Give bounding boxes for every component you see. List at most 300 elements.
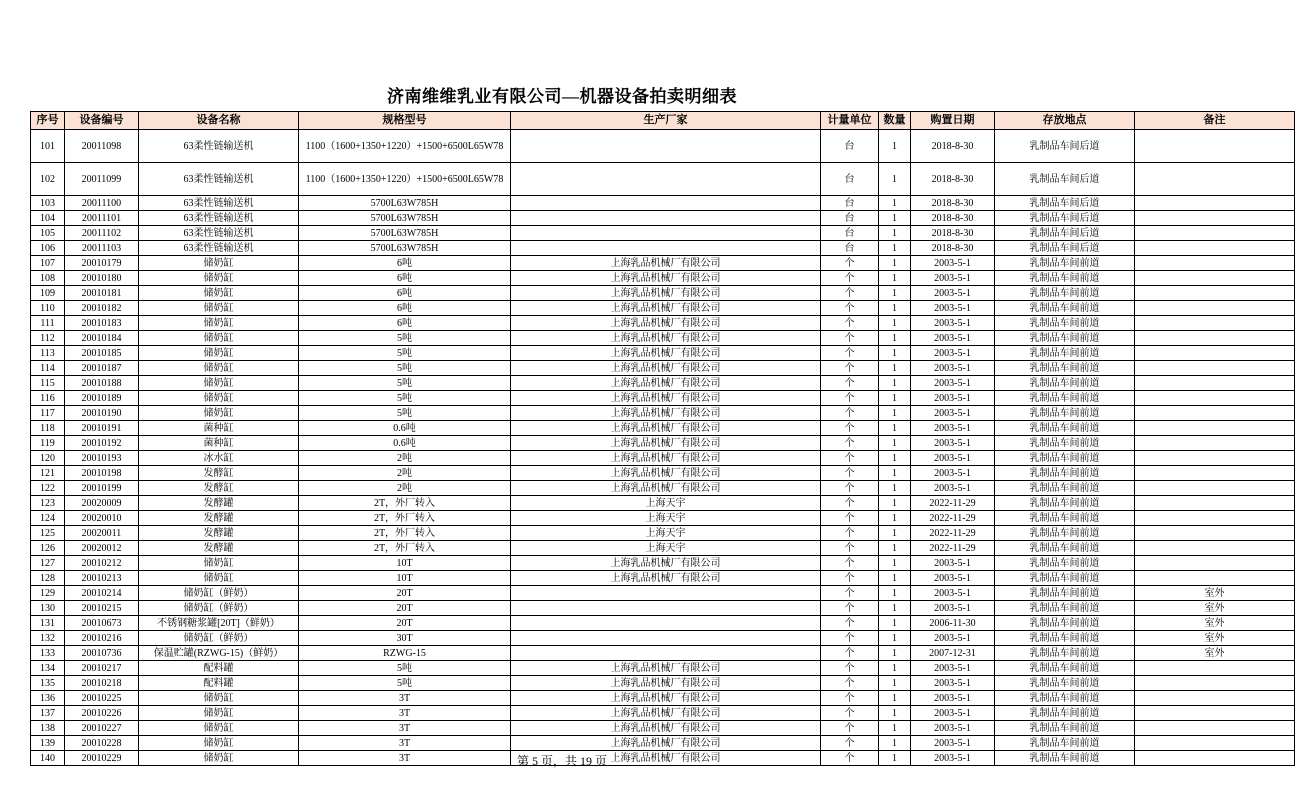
- cell-remark: [1135, 316, 1295, 331]
- cell-seq: 103: [31, 196, 65, 211]
- table-body: [31, 130, 1295, 766]
- cell-spec: 2T，外厂转入: [299, 541, 511, 556]
- cell-code: 20010193: [65, 451, 139, 466]
- cell-purchase-date: 2003-5-1: [911, 721, 995, 736]
- cell-location: 乳制品车间前道: [995, 391, 1135, 406]
- cell-remark: [1135, 196, 1295, 211]
- cell-name: 菌种缸: [139, 421, 299, 436]
- cell-code: 20010228: [65, 736, 139, 751]
- cell-seq: 126: [31, 541, 65, 556]
- cell-unit: 个: [821, 256, 879, 271]
- column-header-purchase-date: 购置日期: [911, 112, 995, 130]
- cell-quantity: 1: [879, 496, 911, 511]
- cell-spec: 2T，外厂转入: [299, 511, 511, 526]
- cell-unit: 个: [821, 391, 879, 406]
- cell-seq: 132: [31, 631, 65, 646]
- cell-purchase-date: 2003-5-1: [911, 571, 995, 586]
- cell-location: 乳制品车间前道: [995, 616, 1135, 631]
- cell-manufacturer: 上海乳品机械厂有限公司: [511, 286, 821, 301]
- column-header-quantity: 数量: [879, 112, 911, 130]
- cell-seq: 130: [31, 601, 65, 616]
- cell-purchase-date: 2003-5-1: [911, 736, 995, 751]
- cell-location: 乳制品车间前道: [995, 286, 1135, 301]
- cell-seq: 140: [31, 751, 65, 766]
- cell-purchase-date: 2018-8-30: [911, 163, 995, 196]
- cell-spec: 5吨: [299, 676, 511, 691]
- cell-code: 20020011: [65, 526, 139, 541]
- cell-seq: 107: [31, 256, 65, 271]
- cell-unit: 个: [821, 646, 879, 661]
- cell-manufacturer: [511, 226, 821, 241]
- table-row: [31, 661, 1295, 676]
- cell-quantity: 1: [879, 391, 911, 406]
- cell-spec: 3T: [299, 751, 511, 766]
- cell-remark: 室外: [1135, 631, 1295, 646]
- cell-location: 乳制品车间前道: [995, 721, 1135, 736]
- cell-seq: 108: [31, 271, 65, 286]
- cell-code: 20020012: [65, 541, 139, 556]
- cell-spec: 20T: [299, 586, 511, 601]
- cell-code: 20010179: [65, 256, 139, 271]
- cell-unit: 个: [821, 376, 879, 391]
- cell-seq: 113: [31, 346, 65, 361]
- cell-quantity: 1: [879, 541, 911, 556]
- cell-name: 储奶缸: [139, 406, 299, 421]
- column-header-remark: 备注: [1135, 112, 1295, 130]
- cell-manufacturer: [511, 211, 821, 226]
- cell-location: 乳制品车间前道: [995, 646, 1135, 661]
- cell-manufacturer: 上海乳品机械厂有限公司: [511, 691, 821, 706]
- cell-name: 储奶缸: [139, 271, 299, 286]
- table-row: [31, 496, 1295, 511]
- cell-name: 储奶缸: [139, 331, 299, 346]
- cell-name: 储奶缸: [139, 571, 299, 586]
- cell-spec: 5吨: [299, 391, 511, 406]
- cell-name: 储奶缸（鲜奶）: [139, 586, 299, 601]
- cell-seq: 105: [31, 226, 65, 241]
- table-header-row: [31, 112, 1295, 130]
- cell-purchase-date: 2003-5-1: [911, 376, 995, 391]
- cell-unit: 个: [821, 271, 879, 286]
- cell-spec: 3T: [299, 706, 511, 721]
- cell-location: 乳制品车间前道: [995, 601, 1135, 616]
- cell-unit: 台: [821, 241, 879, 256]
- cell-seq: 125: [31, 526, 65, 541]
- cell-remark: [1135, 511, 1295, 526]
- cell-remark: [1135, 271, 1295, 286]
- cell-purchase-date: 2022-11-29: [911, 511, 995, 526]
- cell-purchase-date: 2003-5-1: [911, 391, 995, 406]
- cell-manufacturer: 上海乳品机械厂有限公司: [511, 676, 821, 691]
- cell-unit: 个: [821, 481, 879, 496]
- cell-quantity: 1: [879, 163, 911, 196]
- cell-name: 配料罐: [139, 661, 299, 676]
- cell-quantity: 1: [879, 241, 911, 256]
- cell-purchase-date: 2003-5-1: [911, 691, 995, 706]
- cell-manufacturer: 上海乳品机械厂有限公司: [511, 481, 821, 496]
- cell-spec: 5700L63W785H: [299, 241, 511, 256]
- table-row: [31, 271, 1295, 286]
- cell-code: 20010214: [65, 586, 139, 601]
- cell-spec: 20T: [299, 616, 511, 631]
- cell-name: 不锈钢糖浆罐[20T]（鲜奶）: [139, 616, 299, 631]
- cell-location: 乳制品车间前道: [995, 316, 1135, 331]
- cell-purchase-date: 2003-5-1: [911, 631, 995, 646]
- cell-remark: [1135, 706, 1295, 721]
- cell-unit: 个: [821, 346, 879, 361]
- cell-location: 乳制品车间前道: [995, 481, 1135, 496]
- cell-location: 乳制品车间前道: [995, 271, 1135, 286]
- cell-name: 发酵罐: [139, 496, 299, 511]
- cell-remark: [1135, 466, 1295, 481]
- cell-unit: 个: [821, 466, 879, 481]
- cell-quantity: 1: [879, 691, 911, 706]
- cell-quantity: 1: [879, 316, 911, 331]
- cell-location: 乳制品车间前道: [995, 331, 1135, 346]
- cell-manufacturer: [511, 163, 821, 196]
- cell-seq: 118: [31, 421, 65, 436]
- cell-seq: 109: [31, 286, 65, 301]
- cell-spec: 2吨: [299, 451, 511, 466]
- cell-code: 20010189: [65, 391, 139, 406]
- cell-unit: 个: [821, 586, 879, 601]
- cell-manufacturer: 上海乳品机械厂有限公司: [511, 331, 821, 346]
- cell-remark: [1135, 451, 1295, 466]
- cell-remark: [1135, 541, 1295, 556]
- table-row: [31, 646, 1295, 661]
- cell-manufacturer: 上海乳品机械厂有限公司: [511, 256, 821, 271]
- cell-remark: [1135, 226, 1295, 241]
- cell-location: 乳制品车间前道: [995, 406, 1135, 421]
- cell-seq: 122: [31, 481, 65, 496]
- cell-manufacturer: 上海乳品机械厂有限公司: [511, 661, 821, 676]
- cell-purchase-date: 2003-5-1: [911, 346, 995, 361]
- cell-location: 乳制品车间前道: [995, 301, 1135, 316]
- cell-quantity: 1: [879, 271, 911, 286]
- cell-remark: [1135, 691, 1295, 706]
- cell-quantity: 1: [879, 571, 911, 586]
- cell-manufacturer: 上海乳品机械厂有限公司: [511, 721, 821, 736]
- cell-seq: 114: [31, 361, 65, 376]
- cell-remark: [1135, 391, 1295, 406]
- cell-location: 乳制品车间前道: [995, 436, 1135, 451]
- cell-name: 储奶缸: [139, 556, 299, 571]
- cell-purchase-date: 2003-5-1: [911, 286, 995, 301]
- cell-purchase-date: 2003-5-1: [911, 406, 995, 421]
- cell-remark: 室外: [1135, 586, 1295, 601]
- cell-spec: 6吨: [299, 301, 511, 316]
- cell-spec: 3T: [299, 691, 511, 706]
- cell-seq: 110: [31, 301, 65, 316]
- cell-spec: 2吨: [299, 481, 511, 496]
- cell-location: 乳制品车间后道: [995, 196, 1135, 211]
- cell-code: 20010184: [65, 331, 139, 346]
- cell-unit: 个: [821, 631, 879, 646]
- cell-quantity: 1: [879, 436, 911, 451]
- cell-seq: 116: [31, 391, 65, 406]
- cell-manufacturer: [511, 631, 821, 646]
- cell-code: 20010191: [65, 421, 139, 436]
- table-row: [31, 451, 1295, 466]
- cell-unit: 个: [821, 571, 879, 586]
- table-row: [31, 511, 1295, 526]
- table-row: [31, 226, 1295, 241]
- cell-purchase-date: 2003-5-1: [911, 676, 995, 691]
- cell-purchase-date: 2006-11-30: [911, 616, 995, 631]
- cell-unit: 个: [821, 616, 879, 631]
- cell-seq: 104: [31, 211, 65, 226]
- cell-manufacturer: 上海天宇: [511, 496, 821, 511]
- cell-purchase-date: 2007-12-31: [911, 646, 995, 661]
- cell-purchase-date: 2018-8-30: [911, 241, 995, 256]
- cell-name: 储奶缸: [139, 391, 299, 406]
- table-row: [31, 721, 1295, 736]
- cell-code: 20011102: [65, 226, 139, 241]
- cell-name: 储奶缸: [139, 286, 299, 301]
- cell-quantity: 1: [879, 481, 911, 496]
- cell-quantity: 1: [879, 616, 911, 631]
- cell-unit: 台: [821, 130, 879, 163]
- table-row: [31, 130, 1295, 163]
- cell-location: 乳制品车间后道: [995, 163, 1135, 196]
- cell-seq: 115: [31, 376, 65, 391]
- cell-purchase-date: 2003-5-1: [911, 481, 995, 496]
- cell-code: 20010180: [65, 271, 139, 286]
- cell-manufacturer: 上海乳品机械厂有限公司: [511, 301, 821, 316]
- cell-quantity: 1: [879, 751, 911, 766]
- cell-code: 20011098: [65, 130, 139, 163]
- cell-purchase-date: 2022-11-29: [911, 496, 995, 511]
- cell-manufacturer: 上海乳品机械厂有限公司: [511, 271, 821, 286]
- cell-seq: 137: [31, 706, 65, 721]
- cell-quantity: 1: [879, 586, 911, 601]
- cell-spec: 5吨: [299, 331, 511, 346]
- cell-remark: 室外: [1135, 601, 1295, 616]
- cell-location: 乳制品车间前道: [995, 256, 1135, 271]
- cell-remark: [1135, 256, 1295, 271]
- cell-unit: 个: [821, 496, 879, 511]
- cell-quantity: 1: [879, 376, 911, 391]
- cell-quantity: 1: [879, 466, 911, 481]
- cell-location: 乳制品车间前道: [995, 361, 1135, 376]
- cell-seq: 128: [31, 571, 65, 586]
- cell-remark: [1135, 481, 1295, 496]
- cell-spec: RZWG-15: [299, 646, 511, 661]
- cell-spec: 20T: [299, 601, 511, 616]
- cell-spec: 5吨: [299, 376, 511, 391]
- cell-unit: 个: [821, 436, 879, 451]
- cell-location: 乳制品车间前道: [995, 451, 1135, 466]
- cell-unit: 台: [821, 163, 879, 196]
- cell-code: 20010199: [65, 481, 139, 496]
- cell-code: 20010183: [65, 316, 139, 331]
- cell-name: 发酵缸: [139, 466, 299, 481]
- cell-quantity: 1: [879, 361, 911, 376]
- cell-seq: 135: [31, 676, 65, 691]
- cell-unit: 台: [821, 211, 879, 226]
- cell-spec: 5吨: [299, 661, 511, 676]
- cell-location: 乳制品车间前道: [995, 586, 1135, 601]
- cell-name: 储奶缸: [139, 256, 299, 271]
- cell-name: 菌种缸: [139, 436, 299, 451]
- column-header-manufacturer: 生产厂家: [511, 112, 821, 130]
- cell-name: 63柔性链输送机: [139, 211, 299, 226]
- cell-manufacturer: 上海乳品机械厂有限公司: [511, 736, 821, 751]
- cell-location: 乳制品车间前道: [995, 376, 1135, 391]
- cell-manufacturer: 上海乳品机械厂有限公司: [511, 751, 821, 766]
- cell-manufacturer: [511, 616, 821, 631]
- cell-spec: 6吨: [299, 256, 511, 271]
- cell-purchase-date: 2003-5-1: [911, 436, 995, 451]
- cell-quantity: 1: [879, 646, 911, 661]
- cell-remark: [1135, 406, 1295, 421]
- table-row: [31, 556, 1295, 571]
- cell-spec: 3T: [299, 736, 511, 751]
- cell-name: 冰水缸: [139, 451, 299, 466]
- cell-unit: 个: [821, 301, 879, 316]
- cell-purchase-date: 2003-5-1: [911, 361, 995, 376]
- cell-purchase-date: 2003-5-1: [911, 421, 995, 436]
- cell-seq: 134: [31, 661, 65, 676]
- cell-remark: [1135, 241, 1295, 256]
- cell-purchase-date: 2003-5-1: [911, 556, 995, 571]
- cell-code: 20011103: [65, 241, 139, 256]
- cell-manufacturer: 上海乳品机械厂有限公司: [511, 391, 821, 406]
- cell-name: 发酵缸: [139, 481, 299, 496]
- table-row: [31, 631, 1295, 646]
- cell-purchase-date: 2018-8-30: [911, 130, 995, 163]
- cell-seq: 133: [31, 646, 65, 661]
- cell-name: 储奶缸: [139, 736, 299, 751]
- cell-manufacturer: 上海乳品机械厂有限公司: [511, 451, 821, 466]
- cell-spec: 10T: [299, 571, 511, 586]
- cell-quantity: 1: [879, 196, 911, 211]
- cell-spec: 6吨: [299, 316, 511, 331]
- cell-seq: 136: [31, 691, 65, 706]
- cell-manufacturer: 上海天宇: [511, 541, 821, 556]
- cell-quantity: 1: [879, 130, 911, 163]
- column-header-spec: 规格型号: [299, 112, 511, 130]
- cell-remark: [1135, 556, 1295, 571]
- cell-location: 乳制品车间后道: [995, 241, 1135, 256]
- cell-location: 乳制品车间前道: [995, 691, 1135, 706]
- cell-name: 63柔性链输送机: [139, 226, 299, 241]
- cell-quantity: 1: [879, 661, 911, 676]
- cell-remark: [1135, 376, 1295, 391]
- cell-code: 20011100: [65, 196, 139, 211]
- cell-code: 20010218: [65, 676, 139, 691]
- cell-quantity: 1: [879, 736, 911, 751]
- cell-location: 乳制品车间后道: [995, 226, 1135, 241]
- cell-spec: 6吨: [299, 271, 511, 286]
- cell-spec: 5吨: [299, 361, 511, 376]
- cell-spec: 5700L63W785H: [299, 196, 511, 211]
- cell-remark: [1135, 751, 1295, 766]
- cell-code: 20010185: [65, 346, 139, 361]
- cell-seq: 139: [31, 736, 65, 751]
- cell-quantity: 1: [879, 256, 911, 271]
- cell-seq: 124: [31, 511, 65, 526]
- cell-spec: 5700L63W785H: [299, 226, 511, 241]
- cell-manufacturer: 上海乳品机械厂有限公司: [511, 571, 821, 586]
- cell-location: 乳制品车间后道: [995, 211, 1135, 226]
- cell-quantity: 1: [879, 676, 911, 691]
- cell-name: 储奶缸: [139, 346, 299, 361]
- column-header-name: 设备名称: [139, 112, 299, 130]
- cell-seq: 127: [31, 556, 65, 571]
- cell-purchase-date: 2003-5-1: [911, 256, 995, 271]
- cell-unit: 个: [821, 676, 879, 691]
- cell-name: 发酵罐: [139, 511, 299, 526]
- cell-remark: [1135, 130, 1295, 163]
- table-row: [31, 571, 1295, 586]
- cell-manufacturer: [511, 130, 821, 163]
- table-row: [31, 616, 1295, 631]
- cell-seq: 121: [31, 466, 65, 481]
- equipment-table: [30, 111, 1295, 766]
- cell-manufacturer: 上海乳品机械厂有限公司: [511, 421, 821, 436]
- cell-location: 乳制品车间前道: [995, 706, 1135, 721]
- cell-code: 20010736: [65, 646, 139, 661]
- cell-code: 20010225: [65, 691, 139, 706]
- cell-name: 发酵罐: [139, 541, 299, 556]
- cell-quantity: 1: [879, 346, 911, 361]
- cell-unit: 台: [821, 196, 879, 211]
- cell-quantity: 1: [879, 286, 911, 301]
- cell-spec: 0.6吨: [299, 436, 511, 451]
- table-row: [31, 691, 1295, 706]
- table-row: [31, 376, 1295, 391]
- cell-purchase-date: 2003-5-1: [911, 331, 995, 346]
- cell-seq: 123: [31, 496, 65, 511]
- cell-spec: 10T: [299, 556, 511, 571]
- cell-quantity: 1: [879, 511, 911, 526]
- cell-seq: 131: [31, 616, 65, 631]
- table-row: [31, 211, 1295, 226]
- cell-seq: 129: [31, 586, 65, 601]
- cell-name: 63柔性链输送机: [139, 130, 299, 163]
- cell-name: 储奶缸: [139, 316, 299, 331]
- cell-location: 乳制品车间前道: [995, 676, 1135, 691]
- cell-name: 储奶缸（鲜奶）: [139, 601, 299, 616]
- cell-purchase-date: 2003-5-1: [911, 316, 995, 331]
- cell-quantity: 1: [879, 721, 911, 736]
- cell-location: 乳制品车间前道: [995, 571, 1135, 586]
- column-header-seq: 序号: [31, 112, 65, 130]
- cell-spec: 3T: [299, 721, 511, 736]
- cell-location: 乳制品车间前道: [995, 751, 1135, 766]
- cell-manufacturer: 上海乳品机械厂有限公司: [511, 406, 821, 421]
- cell-purchase-date: 2003-5-1: [911, 271, 995, 286]
- cell-name: 储奶缸: [139, 301, 299, 316]
- cell-location: 乳制品车间前道: [995, 496, 1135, 511]
- cell-unit: 个: [821, 721, 879, 736]
- cell-manufacturer: 上海天宇: [511, 526, 821, 541]
- cell-name: 储奶缸: [139, 376, 299, 391]
- cell-name: 配料罐: [139, 676, 299, 691]
- cell-remark: [1135, 301, 1295, 316]
- cell-quantity: 1: [879, 301, 911, 316]
- cell-seq: 101: [31, 130, 65, 163]
- cell-unit: 个: [821, 736, 879, 751]
- cell-code: 20010215: [65, 601, 139, 616]
- table-row: [31, 163, 1295, 196]
- cell-seq: 119: [31, 436, 65, 451]
- table-row: [31, 316, 1295, 331]
- cell-unit: 个: [821, 601, 879, 616]
- page-title: 济南维维乳业有限公司—机器设备拍卖明细表: [387, 87, 737, 106]
- cell-code: 20010187: [65, 361, 139, 376]
